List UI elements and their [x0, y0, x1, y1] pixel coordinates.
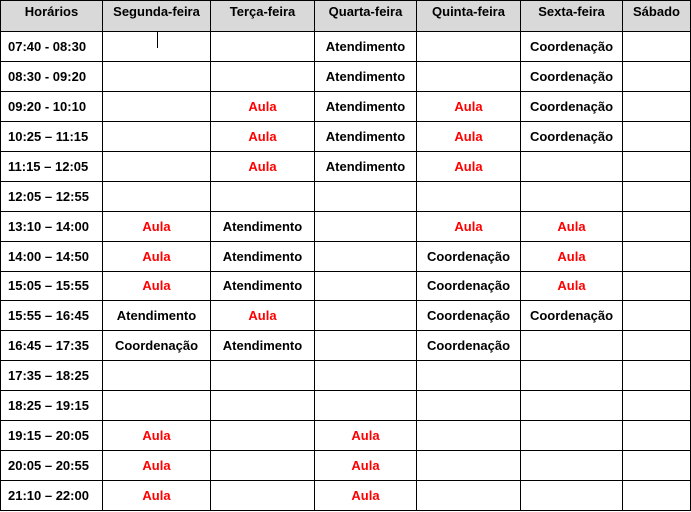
- schedule-cell-terca[interactable]: [211, 481, 315, 511]
- schedule-cell-quinta[interactable]: Aula: [417, 151, 521, 181]
- schedule-cell-sexta[interactable]: [521, 361, 623, 391]
- schedule-cell-sabado[interactable]: [623, 271, 691, 301]
- schedule-cell-sexta[interactable]: [521, 331, 623, 361]
- schedule-cell-quarta[interactable]: [315, 361, 417, 391]
- table-row: [1, 91, 691, 121]
- table-row: [1, 241, 691, 271]
- schedule-cell-quarta[interactable]: [315, 211, 417, 241]
- time-slot-cell[interactable]: 12:05 – 12:55: [1, 181, 103, 211]
- schedule-cell-terca[interactable]: Aula: [211, 121, 315, 151]
- schedule-cell-quarta[interactable]: [315, 181, 417, 211]
- schedule-cell-terca[interactable]: Aula: [211, 151, 315, 181]
- time-slot-cell[interactable]: 07:40 - 08:30: [1, 32, 103, 62]
- schedule-cell-segunda[interactable]: Aula: [103, 421, 211, 451]
- table-row: [1, 271, 691, 301]
- schedule-cell-sabado[interactable]: [623, 361, 691, 391]
- schedule-cell-sexta[interactable]: [521, 391, 623, 421]
- schedule-cell-quarta[interactable]: [315, 271, 417, 301]
- schedule-cell-segunda[interactable]: [103, 91, 211, 121]
- schedule-cell-sexta[interactable]: [521, 481, 623, 511]
- schedule-cell-sexta[interactable]: [521, 181, 623, 211]
- schedule-cell-sabado[interactable]: [623, 331, 691, 361]
- table-row: [1, 331, 691, 361]
- schedule-cell-sabado[interactable]: [623, 481, 691, 511]
- schedule-cell-quarta[interactable]: [315, 391, 417, 421]
- table-row: [1, 301, 691, 331]
- time-slot-cell[interactable]: 14:00 – 14:50: [1, 241, 103, 271]
- schedule-cell-quinta[interactable]: [417, 391, 521, 421]
- schedule-cell-quinta[interactable]: Aula: [417, 91, 521, 121]
- header-row: [1, 1, 691, 32]
- schedule-cell-sabado[interactable]: [623, 241, 691, 271]
- time-slot-cell[interactable]: 19:15 – 20:05: [1, 421, 103, 451]
- schedule-cell-quarta[interactable]: Atendimento: [315, 61, 417, 91]
- table-row: [1, 32, 691, 62]
- schedule-cell-sexta[interactable]: Aula: [521, 211, 623, 241]
- schedule-cell-quinta[interactable]: Aula: [417, 211, 521, 241]
- header-cell-sabado[interactable]: Sábado: [623, 1, 691, 32]
- schedule-cell-quinta[interactable]: [417, 61, 521, 91]
- schedule-cell-terca[interactable]: [211, 32, 315, 62]
- schedule-cell-sabado[interactable]: [623, 451, 691, 481]
- schedule-cell-segunda[interactable]: [103, 361, 211, 391]
- schedule-cell-quinta[interactable]: [417, 481, 521, 511]
- schedule-cell-segunda[interactable]: Aula: [103, 451, 211, 481]
- schedule-cell-quarta[interactable]: Atendimento: [315, 91, 417, 121]
- schedule-cell-quinta[interactable]: [417, 361, 521, 391]
- header-cell-quinta[interactable]: Quinta-feira: [417, 1, 521, 32]
- schedule-cell-sexta[interactable]: [521, 151, 623, 181]
- schedule-cell-sexta[interactable]: Coordenação: [521, 301, 623, 331]
- schedule-cell-quarta[interactable]: Atendimento: [315, 32, 417, 62]
- schedule-cell-segunda[interactable]: [103, 391, 211, 421]
- schedule-cell-terca[interactable]: [211, 391, 315, 421]
- time-slot-cell[interactable]: 13:10 – 14:00: [1, 211, 103, 241]
- time-slot-cell[interactable]: 08:30 - 09:20: [1, 61, 103, 91]
- schedule-cell-sabado[interactable]: [623, 211, 691, 241]
- time-slot-cell[interactable]: 10:25 – 11:15: [1, 121, 103, 151]
- schedule-cell-sexta[interactable]: Coordenação: [521, 61, 623, 91]
- schedule-cell-quarta[interactable]: Aula: [315, 421, 417, 451]
- schedule-cell-quinta[interactable]: Coordenação: [417, 331, 521, 361]
- header-cell-horarios[interactable]: Horários: [1, 1, 103, 32]
- schedule-cell-quarta[interactable]: Atendimento: [315, 151, 417, 181]
- schedule-cell-segunda[interactable]: [103, 151, 211, 181]
- schedule-cell-terca[interactable]: Atendimento: [211, 211, 315, 241]
- schedule-cell-quinta[interactable]: [417, 32, 521, 62]
- time-slot-cell[interactable]: 16:45 – 17:35: [1, 331, 103, 361]
- schedule-cell-sexta[interactable]: Aula: [521, 271, 623, 301]
- time-slot-cell[interactable]: 15:05 – 15:55: [1, 271, 103, 301]
- schedule-cell-terca[interactable]: [211, 421, 315, 451]
- schedule-cell-sabado[interactable]: [623, 121, 691, 151]
- schedule-cell-quarta[interactable]: [315, 331, 417, 361]
- table-row: [1, 151, 691, 181]
- schedule-cell-quinta[interactable]: [417, 181, 521, 211]
- schedule-cell-quarta[interactable]: [315, 301, 417, 331]
- table-row: [1, 361, 691, 391]
- table-row: [1, 481, 691, 511]
- schedule-cell-segunda[interactable]: [103, 61, 211, 91]
- schedule-cell-quinta[interactable]: Coordenação: [417, 301, 521, 331]
- schedule-cell-quarta[interactable]: Atendimento: [315, 121, 417, 151]
- schedule-cell-sabado[interactable]: [623, 91, 691, 121]
- time-slot-cell[interactable]: 11:15 – 12:05: [1, 151, 103, 181]
- time-slot-cell[interactable]: 17:35 – 18:25: [1, 361, 103, 391]
- schedule-cell-terca[interactable]: [211, 361, 315, 391]
- schedule-cell-sabado[interactable]: [623, 32, 691, 62]
- schedule-cell-quarta[interactable]: [315, 241, 417, 271]
- schedule-cell-segunda[interactable]: Aula: [103, 211, 211, 241]
- schedule-body: [1, 32, 691, 511]
- schedule-cell-sabado[interactable]: [623, 421, 691, 451]
- table-row: [1, 181, 691, 211]
- schedule-cell-quinta[interactable]: [417, 421, 521, 451]
- schedule-cell-segunda[interactable]: Aula: [103, 241, 211, 271]
- time-slot-cell[interactable]: 20:05 – 20:55: [1, 451, 103, 481]
- schedule-cell-segunda[interactable]: Coordenação: [103, 331, 211, 361]
- time-slot-cell[interactable]: 21:10 – 22:00: [1, 481, 103, 511]
- schedule-cell-terca[interactable]: [211, 181, 315, 211]
- schedule-cell-quinta[interactable]: Coordenação: [417, 241, 521, 271]
- schedule-cell-quarta[interactable]: Aula: [315, 451, 417, 481]
- schedule-cell-segunda[interactable]: [103, 121, 211, 151]
- schedule-cell-segunda[interactable]: Aula: [103, 271, 211, 301]
- schedule-cell-quinta[interactable]: Aula: [417, 121, 521, 151]
- schedule-cell-sexta[interactable]: [521, 421, 623, 451]
- table-row: [1, 391, 691, 421]
- schedule-cell-segunda[interactable]: Aula: [103, 481, 211, 511]
- schedule-cell-quarta[interactable]: Aula: [315, 481, 417, 511]
- table-row: [1, 211, 691, 241]
- table-row: [1, 421, 691, 451]
- header-cell-terca[interactable]: Terça-feira: [211, 1, 315, 32]
- schedule-cell-sexta[interactable]: Coordenação: [521, 91, 623, 121]
- schedule-cell-sexta[interactable]: Coordenação: [521, 121, 623, 151]
- schedule-cell-segunda[interactable]: Atendimento: [103, 301, 211, 331]
- schedule-cell-sabado[interactable]: [623, 301, 691, 331]
- schedule-cell-terca[interactable]: Aula: [211, 91, 315, 121]
- schedule-cell-sexta[interactable]: [521, 451, 623, 481]
- table-row: [1, 61, 691, 91]
- schedule-cell-quinta[interactable]: [417, 451, 521, 481]
- schedule-cell-sabado[interactable]: [623, 181, 691, 211]
- schedule-cell-terca[interactable]: Atendimento: [211, 271, 315, 301]
- time-slot-cell[interactable]: 18:25 – 19:15: [1, 391, 103, 421]
- schedule-cell-sabado[interactable]: [623, 151, 691, 181]
- header-cell-sexta[interactable]: Sexta-feira: [521, 1, 623, 32]
- text-cursor: [157, 32, 158, 48]
- time-slot-cell[interactable]: 15:55 – 16:45: [1, 301, 103, 331]
- table-row: [1, 121, 691, 151]
- header-cell-quarta[interactable]: Quarta-feira: [315, 1, 417, 32]
- schedule-cell-terca[interactable]: Aula: [211, 301, 315, 331]
- schedule-cell-sabado[interactable]: [623, 391, 691, 421]
- schedule-cell-terca[interactable]: [211, 451, 315, 481]
- schedule-cell-terca[interactable]: Atendimento: [211, 331, 315, 361]
- schedule-cell-terca[interactable]: Atendimento: [211, 241, 315, 271]
- table-row: [1, 451, 691, 481]
- schedule-cell-terca[interactable]: [211, 61, 315, 91]
- schedule-cell-segunda[interactable]: [103, 181, 211, 211]
- time-slot-cell[interactable]: 09:20 - 10:10: [1, 91, 103, 121]
- header-cell-segunda[interactable]: Segunda-feira: [103, 1, 211, 32]
- schedule-cell-sexta[interactable]: Coordenação: [521, 32, 623, 62]
- schedule-cell-quinta[interactable]: Coordenação: [417, 271, 521, 301]
- schedule-cell-sexta[interactable]: Aula: [521, 241, 623, 271]
- schedule-cell-sabado[interactable]: [623, 61, 691, 91]
